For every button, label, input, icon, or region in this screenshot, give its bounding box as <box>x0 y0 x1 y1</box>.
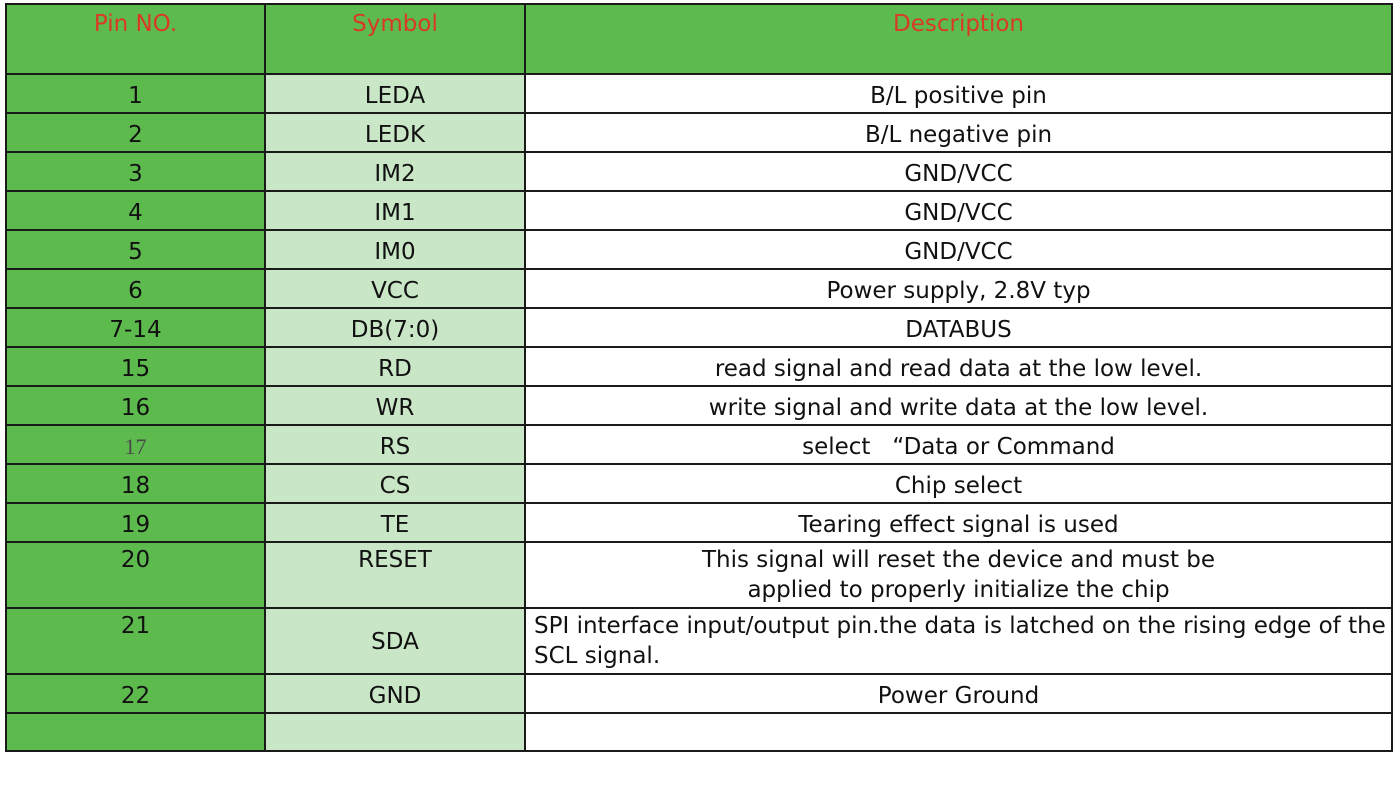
symbol-cell: SDA <box>265 608 525 674</box>
symbol-cell: VCC <box>265 269 525 308</box>
symbol-cell: IM1 <box>265 191 525 230</box>
table-row <box>6 464 1392 503</box>
symbol-cell: LEDK <box>265 113 525 152</box>
table-row <box>6 347 1392 386</box>
description-cell: write signal and write data at the low level. <box>525 386 1392 425</box>
empty-pin-cell <box>6 713 265 751</box>
pin-definition-table <box>5 3 1393 752</box>
table-row <box>6 191 1392 230</box>
description-cell: read signal and read data at the low level. <box>525 347 1392 386</box>
header-description: Description <box>525 4 1392 74</box>
pin-number-cell: 18 <box>6 464 265 503</box>
pin-number-cell: 16 <box>6 386 265 425</box>
table-row <box>6 308 1392 347</box>
description-cell: Tearing effect signal is used <box>525 503 1392 542</box>
pin-number-cell <box>6 425 265 464</box>
pin-number-cell: 4 <box>6 191 265 230</box>
description-line: applied to properly initialize the chip <box>747 577 1170 603</box>
header-symbol: Symbol <box>265 4 525 74</box>
table-row <box>6 503 1392 542</box>
symbol-cell: TE <box>265 503 525 542</box>
table-row <box>6 674 1392 713</box>
symbol-cell: WR <box>265 386 525 425</box>
symbol-cell: IM2 <box>265 152 525 191</box>
description-cell: Power supply, 2.8V typ <box>525 269 1392 308</box>
symbol-cell: CS <box>265 464 525 503</box>
table-row-empty <box>6 713 1392 751</box>
header-pin-no: Pin NO. <box>6 4 265 74</box>
symbol-cell: IM0 <box>265 230 525 269</box>
description-cell: GND/VCC <box>525 152 1392 191</box>
table-row <box>6 152 1392 191</box>
symbol-cell: LEDA <box>265 74 525 113</box>
pin-number-cell: 19 <box>6 503 265 542</box>
description-cell <box>525 542 1392 608</box>
description-cell: SPI interface input/output pin.the data is latched on the rising edge of the SCL signal. <box>525 608 1392 674</box>
description-cell: B/L negative pin <box>525 113 1392 152</box>
description-cell: GND/VCC <box>525 230 1392 269</box>
table-row <box>6 386 1392 425</box>
table-row <box>6 113 1392 152</box>
pin-number-cell: 15 <box>6 347 265 386</box>
pin-number-cell: 20 <box>6 542 265 608</box>
table-row <box>6 425 1392 464</box>
symbol-cell: RS <box>265 425 525 464</box>
pin-number-cell: 22 <box>6 674 265 713</box>
pin-number-cell: 6 <box>6 269 265 308</box>
table-header-row <box>6 4 1392 74</box>
description-line: This signal will reset the device and must be <box>701 547 1216 573</box>
pin-number-text: 17 <box>124 434 147 459</box>
pin-number-cell: 7-14 <box>6 308 265 347</box>
symbol-cell: RESET <box>265 542 525 608</box>
description-cell: select “Data or Command <box>525 425 1392 464</box>
symbol-cell: DB(7:0) <box>265 308 525 347</box>
table-row <box>6 542 1392 608</box>
description-cell: B/L positive pin <box>525 74 1392 113</box>
empty-description-cell <box>525 713 1392 751</box>
pin-number-cell: 5 <box>6 230 265 269</box>
symbol-cell: GND <box>265 674 525 713</box>
pin-number-cell: 1 <box>6 74 265 113</box>
description-cell: Chip select <box>525 464 1392 503</box>
empty-symbol-cell <box>265 713 525 751</box>
table-row <box>6 74 1392 113</box>
description-cell: DATABUS <box>525 308 1392 347</box>
symbol-cell: RD <box>265 347 525 386</box>
pin-number-cell: 21 <box>6 608 265 674</box>
table-row <box>6 269 1392 308</box>
pin-number-cell: 2 <box>6 113 265 152</box>
table-row <box>6 608 1392 674</box>
pin-number-cell: 3 <box>6 152 265 191</box>
description-cell: Power Ground <box>525 674 1392 713</box>
table-row <box>6 230 1392 269</box>
description-cell: GND/VCC <box>525 191 1392 230</box>
